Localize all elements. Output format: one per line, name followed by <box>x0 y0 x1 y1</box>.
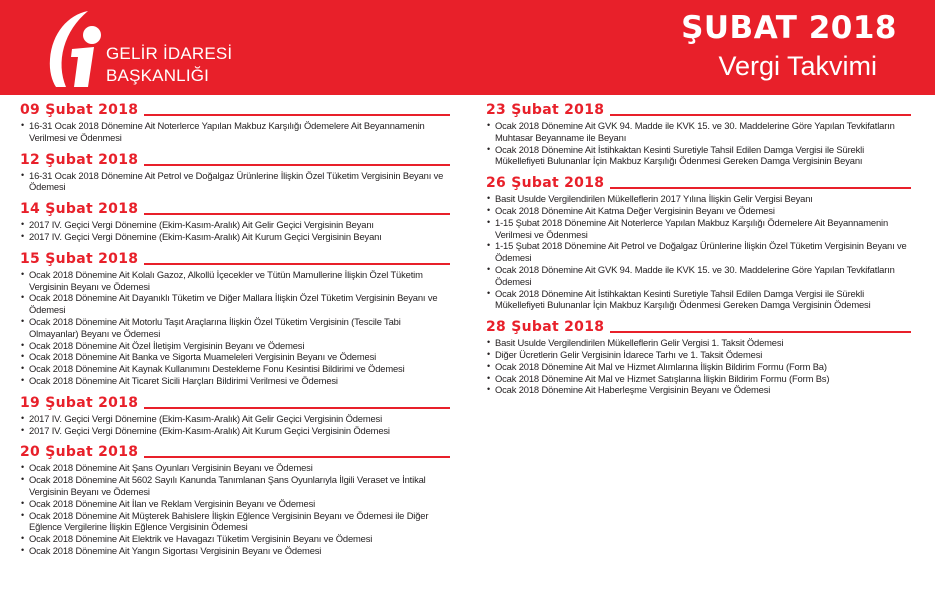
list-item: • Ocak 2018 Dönemine Ait GVK 94. Madde ile KVK 15. ve 30. Maddelerine Göre Yapılan Tevkifatların Ödemesi <box>486 264 911 288</box>
list-item: • Ocak 2018 Dönemine Ait Katma Değer Vergisinin Beyanı ve Ödemesi <box>486 205 911 217</box>
heading-rule <box>610 331 911 333</box>
list-item: • 1-15 Şubat 2018 Dönemine Ait Noterlerce Yapılan Makbuz Karşılığı Ödemelere Ait Beyannamenin Verilmesi ve Ödenmesi <box>486 217 911 241</box>
heading-rule <box>610 114 911 116</box>
date-section <box>486 100 911 167</box>
list-item: • Ocak 2018 Dönemine Ait İlan ve Reklam Vergisinin Beyanı ve Ödemesi <box>20 498 450 510</box>
list-item: • Ocak 2018 Dönemine Ait 5602 Sayılı Kanunda Tanımlanan Şans Oyunlarıyla İlgili Veraset ve İntikal Vergisinin Beyanı ve Ödemesi <box>20 474 450 498</box>
date-section <box>20 100 450 144</box>
list-item: • Ocak 2018 Dönemine Ait Mal ve Hizmet Satışlarına İlişkin Bildirim Formu (Form Bs) <box>486 373 911 385</box>
date-section <box>486 173 911 311</box>
date-heading: 20 Şubat 2018 <box>20 444 139 461</box>
date-heading: 23 Şubat 2018 <box>486 102 605 118</box>
gib-logo-icon <box>46 9 106 89</box>
list-item: • Ocak 2018 Dönemine Ait Haberleşme Vergisinin Beyanı ve Ödemesi <box>486 384 911 396</box>
list-item: • Ocak 2018 Dönemine Ait Elektrik ve Havagazı Tüketim Vergisinin Beyanı ve Ödemesi <box>20 533 450 545</box>
heading-rule <box>144 456 450 458</box>
heading-rule <box>610 187 911 189</box>
heading-rule <box>144 263 450 265</box>
date-section <box>20 442 450 556</box>
page-subtitle: Vergi Takvimi <box>718 51 877 81</box>
list-item: • Ocak 2018 Dönemine Ait İstihkaktan Kesinti Suretiyle Tahsil Edilen Damga Vergisi ile Sürekli Mükellefiyeti Bulunanlar İçin Makbuz Karşılığı Ödenmesi Gereken Damga Vergisinin Ödemesi <box>486 288 911 312</box>
list-item: • Ocak 2018 Dönemine Ait Kolalı Gazoz, Alkollü İçecekler ve Tütün Mamullerine İlişkin Özel Tüketim Vergisinin Beyanı ve Ödemesi <box>20 269 450 293</box>
list-item: • Ocak 2018 Dönemine Ait Müşterek Bahislere İlişkin Eğlence Vergisinin Beyanı ve Ödemesi ile Diğer Eğlence Vergilerine İlişkin Eğlence Vergisinin Ödemesi <box>20 510 450 534</box>
date-section <box>20 199 450 243</box>
list-item: • Ocak 2018 Dönemine Ait Motorlu Taşıt Araçlarına İlişkin Özel Tüketim Vergisinin (Tescile Tabi Olmayanlar) Beyanı ve Ödemesi <box>20 316 450 340</box>
list-item: • Ocak 2018 Dönemine Ait Mal ve Hizmet Alımlarına İlişkin Bildirim Formu (Form Ba) <box>486 361 911 373</box>
heading-rule <box>144 164 450 166</box>
list-item: • Ocak 2018 Dönemine Ait İstihkaktan Kesinti Suretiyle Tahsil Edilen Damga Vergisi ile Sürekli Mükellefiyeti Bulunanlar İçin Makbuz Karşılığı Ödenmesi Gereken Damga Vergisinin Beyanı <box>486 144 911 168</box>
list-item: • 2017 IV. Geçici Vergi Dönemine (Ekim-Kasım-Aralık) Ait Gelir Geçici Vergisinin Beyanı <box>20 219 450 231</box>
date-section <box>20 393 450 437</box>
date-heading: 26 Şubat 2018 <box>486 175 605 192</box>
list-item: • Basit Usulde Vergilendirilen Mükelleflerin Gelir Vergisi 1. Taksit Ödemesi <box>486 337 911 349</box>
org-name-line1: GELİR İDARESİ <box>106 44 233 63</box>
list-item: • Diğer Ücretlerin Gelir Vergisinin İdarece Tarhı ve 1. Taksit Ödemesi <box>486 349 911 361</box>
title-block <box>681 10 897 82</box>
list-item: • Ocak 2018 Dönemine Ait Banka ve Sigorta Muameleleri Vergisinin Beyanı ve Ödemesi <box>20 351 450 363</box>
list-item: • Ocak 2018 Dönemine Ait Kaynak Kullanımını Destekleme Fonu Kesintisi Bildirimi ve Ödemesi <box>20 363 450 375</box>
date-heading: 12 Şubat 2018 <box>20 151 139 168</box>
list-item: • Ocak 2018 Dönemine Ait Özel İletişim Vergisinin Beyanı ve Ödemesi <box>20 340 450 352</box>
date-heading: 09 Şubat 2018 <box>20 102 139 118</box>
date-heading: 28 Şubat 2018 <box>486 319 605 336</box>
list-item: • 2017 IV. Geçici Vergi Dönemine (Ekim-Kasım-Aralık) Ait Kurum Geçici Vergisinin Beyanı <box>20 231 450 243</box>
org-name-line2: BAŞKANLIĞI <box>106 66 210 85</box>
date-section <box>486 317 911 396</box>
date-section <box>20 249 450 387</box>
list-item: • 1-15 Şubat 2018 Dönemine Ait Petrol ve Doğalgaz Ürünlerine İlişkin Özel Tüketim Vergisinin Beyanı ve Ödemesi <box>486 240 911 264</box>
list-item: • 2017 IV. Geçici Vergi Dönemine (Ekim-Kasım-Aralık) Ait Gelir Geçici Vergisinin Ödemesi <box>20 413 450 425</box>
date-section <box>20 150 450 194</box>
date-heading: 19 Şubat 2018 <box>20 394 139 411</box>
list-item: • 16-31 Ocak 2018 Dönemine Ait Noterlerce Yapılan Makbuz Karşılığı Ödemelere Ait Beyannamenin Verilmesi ve Ödenmesi <box>20 120 450 144</box>
date-heading: 14 Şubat 2018 <box>20 201 139 218</box>
header-banner <box>0 0 935 95</box>
list-item: • Ocak 2018 Dönemine Ait Ticaret Sicili Harçları Bildirimi Verilmesi ve Ödemesi <box>20 375 450 387</box>
heading-rule <box>144 213 450 215</box>
org-name <box>106 43 232 87</box>
list-item: • Basit Usulde Vergilendirilen Mükelleflerin 2017 Yılına İlişkin Gelir Vergisi Beyanı <box>486 193 911 205</box>
heading-rule <box>144 114 450 116</box>
list-item: • Ocak 2018 Dönemine Ait Dayanıklı Tüketim ve Diğer Mallara İlişkin Özel Tüketim Vergisinin Beyanı ve Ödemesi <box>20 292 450 316</box>
list-item: • Ocak 2018 Dönemine Ait GVK 94. Madde ile KVK 15. ve 30. Maddelerine Göre Yapılan Tevkifatların Muhtasar Beyanname ile Beyanı <box>486 120 911 144</box>
list-item: • 2017 IV. Geçici Vergi Dönemine (Ekim-Kasım-Aralık) Ait Kurum Geçici Vergisinin Ödemesi <box>20 425 450 437</box>
date-heading: 15 Şubat 2018 <box>20 250 139 267</box>
list-item: • Ocak 2018 Dönemine Ait Yangın Sigortası Vergisinin Beyanı ve Ödemesi <box>20 545 450 557</box>
left-column <box>20 100 450 563</box>
list-item: • 16-31 Ocak 2018 Dönemine Ait Petrol ve Doğalgaz Ürünlerine İlişkin Özel Tüketim Vergisinin Beyanı ve Ödemesi <box>20 170 450 194</box>
list-item: • Ocak 2018 Dönemine Ait Şans Oyunları Vergisinin Beyanı ve Ödemesi <box>20 462 450 474</box>
right-column <box>486 100 911 402</box>
page-title: ŞUBAT 2018 <box>681 10 897 46</box>
heading-rule <box>144 407 450 409</box>
